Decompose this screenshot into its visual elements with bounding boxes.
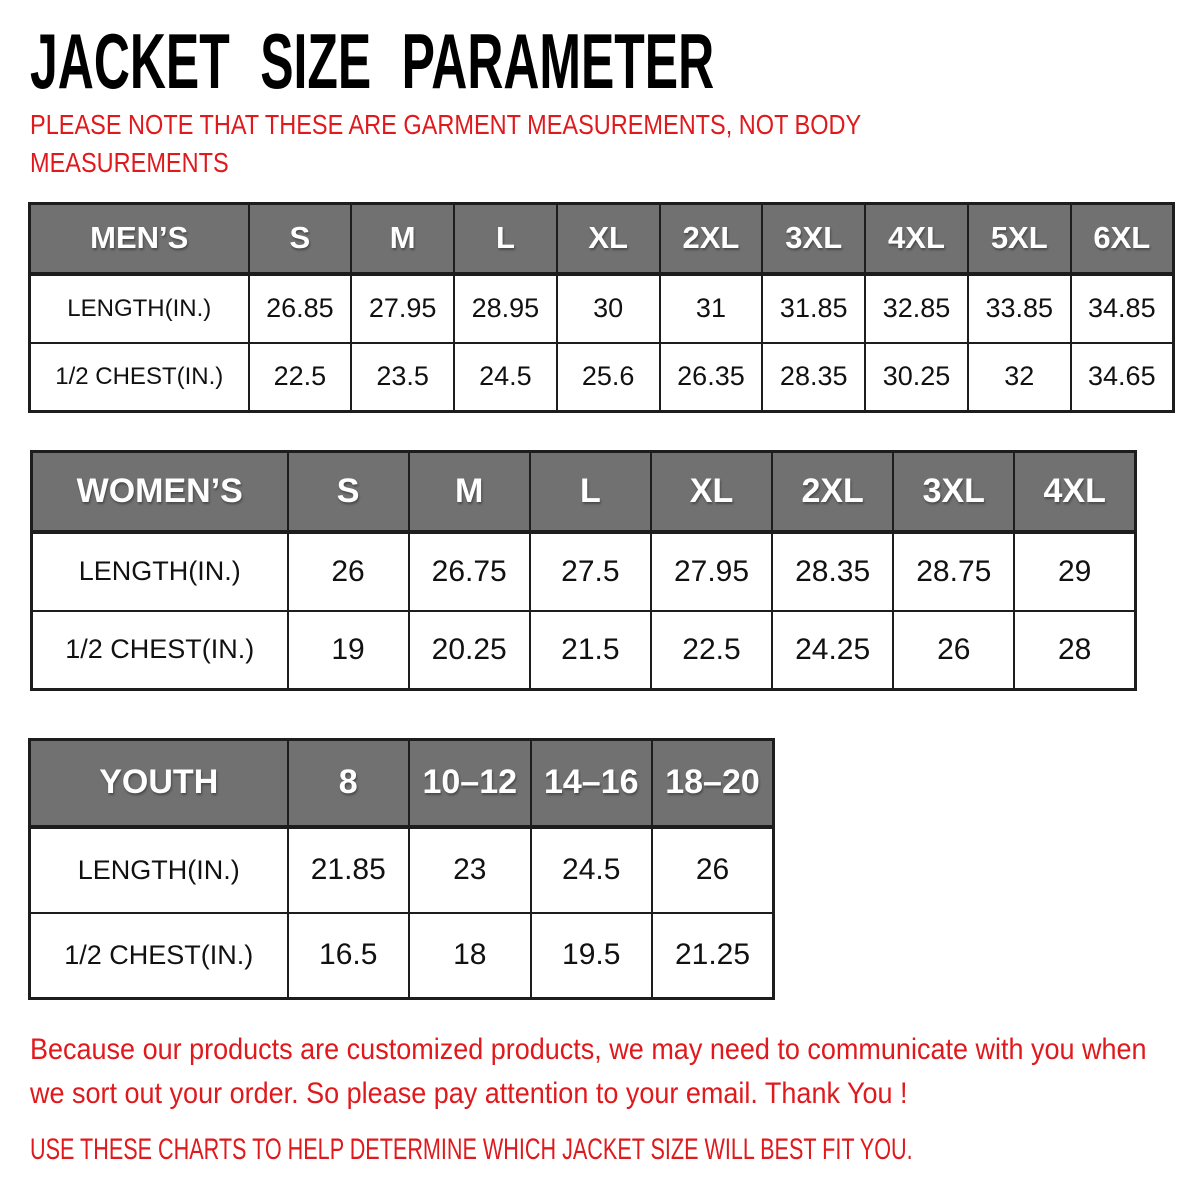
womens-size-table xyxy=(30,450,1137,691)
measurement-value-cell: 26 xyxy=(893,611,1014,690)
womens-chest-row xyxy=(32,611,1136,690)
size-column-header: L xyxy=(454,204,557,274)
measurement-value-cell: 32 xyxy=(968,343,1071,412)
measurement-value-cell: 25.6 xyxy=(557,343,660,412)
row-label-cell: 1/2 CHEST(IN.) xyxy=(32,611,288,690)
mens-header-row xyxy=(30,204,1174,274)
youth-header-row xyxy=(30,740,774,827)
measurement-value-cell: 26 xyxy=(652,827,774,913)
size-column-header: 4XL xyxy=(1014,452,1135,532)
size-column-header: XL xyxy=(651,452,772,532)
measurement-value-cell: 23 xyxy=(409,827,531,913)
row-label-cell: LENGTH(IN.) xyxy=(30,274,249,343)
size-column-header: 3XL xyxy=(893,452,1014,532)
measurement-value-cell: 28.35 xyxy=(772,532,893,611)
measurement-value-cell: 19 xyxy=(288,611,409,690)
measurement-value-cell: 29 xyxy=(1014,532,1135,611)
measurement-value-cell: 21.25 xyxy=(652,913,774,999)
measurement-value-cell: 27.5 xyxy=(530,532,651,611)
womens-header-row xyxy=(32,452,1136,532)
youth-chest-row xyxy=(30,913,774,999)
measurement-value-cell: 16.5 xyxy=(288,913,410,999)
size-column-header: 8 xyxy=(288,740,410,827)
size-column-header: 10–12 xyxy=(409,740,531,827)
measurement-value-cell: 21.85 xyxy=(288,827,410,913)
measurement-value-cell: 18 xyxy=(409,913,531,999)
size-column-header: 4XL xyxy=(865,204,968,274)
measurement-value-cell: 27.95 xyxy=(351,274,454,343)
size-column-header: 14–16 xyxy=(531,740,653,827)
size-column-header: S xyxy=(249,204,352,274)
measurement-value-cell: 26.85 xyxy=(249,274,352,343)
measurement-value-cell: 22.5 xyxy=(651,611,772,690)
measurement-value-cell: 20.25 xyxy=(409,611,530,690)
measurement-value-cell: 28.95 xyxy=(454,274,557,343)
row-label-cell: 1/2 CHEST(IN.) xyxy=(30,913,288,999)
mens-table-title-cell: MEN’S xyxy=(30,204,249,274)
row-label-cell: LENGTH(IN.) xyxy=(32,532,288,611)
custom-order-note: Because our products are customized products, we may need to communicate with you when we sort out your order. So please pay attention to your email. Thank You ! xyxy=(30,1033,1147,1110)
measurement-value-cell: 31.85 xyxy=(762,274,865,343)
mens-length-row xyxy=(30,274,1174,343)
size-column-header: L xyxy=(530,452,651,532)
mens-chest-row xyxy=(30,343,1174,412)
size-column-header: 6XL xyxy=(1071,204,1174,274)
measurement-value-cell: 30 xyxy=(557,274,660,343)
measurement-value-cell: 28.75 xyxy=(893,532,1014,611)
row-label-cell: LENGTH(IN.) xyxy=(30,827,288,913)
measurement-value-cell: 21.5 xyxy=(530,611,651,690)
size-column-header: M xyxy=(351,204,454,274)
size-column-header: M xyxy=(409,452,530,532)
chart-usage-note: USE THESE CHARTS TO HELP DETERMINE WHICH JACKET SIZE WILL BEST FIT YOU. xyxy=(30,1133,913,1166)
measurement-value-cell: 24.5 xyxy=(531,827,653,913)
measurement-value-cell: 30.25 xyxy=(865,343,968,412)
measurement-value-cell: 19.5 xyxy=(531,913,653,999)
measurement-value-cell: 34.65 xyxy=(1071,343,1174,412)
measurement-value-cell: 26 xyxy=(288,532,409,611)
measurement-value-cell: 31 xyxy=(660,274,763,343)
measurement-value-cell: 27.95 xyxy=(651,532,772,611)
measurement-value-cell: 26.75 xyxy=(409,532,530,611)
womens-table-title-cell: WOMEN’S xyxy=(32,452,288,532)
measurement-value-cell: 34.85 xyxy=(1071,274,1174,343)
measurement-value-cell: 28.35 xyxy=(762,343,865,412)
youth-size-table xyxy=(28,738,775,1000)
page-title: JACKET SIZE PARAMETER xyxy=(30,17,715,105)
measurement-value-cell: 32.85 xyxy=(865,274,968,343)
row-label-cell: 1/2 CHEST(IN.) xyxy=(30,343,249,412)
youth-table-title-cell: YOUTH xyxy=(30,740,288,827)
womens-length-row xyxy=(32,532,1136,611)
youth-length-row xyxy=(30,827,774,913)
size-column-header: S xyxy=(288,452,409,532)
measurement-value-cell: 24.25 xyxy=(772,611,893,690)
measurement-value-cell: 26.35 xyxy=(660,343,763,412)
mens-size-table xyxy=(28,202,1175,413)
size-column-header: 2XL xyxy=(772,452,893,532)
measurement-value-cell: 23.5 xyxy=(351,343,454,412)
measurement-value-cell: 33.85 xyxy=(968,274,1071,343)
size-column-header: 2XL xyxy=(660,204,763,274)
size-column-header: XL xyxy=(557,204,660,274)
size-column-header: 3XL xyxy=(762,204,865,274)
size-column-header: 18–20 xyxy=(652,740,774,827)
garment-measurement-note: PLEASE NOTE THAT THESE ARE GARMENT MEASUREMENTS, NOT BODY MEASUREMENTS xyxy=(30,109,861,178)
measurement-value-cell: 22.5 xyxy=(249,343,352,412)
measurement-value-cell: 24.5 xyxy=(454,343,557,412)
measurement-value-cell: 28 xyxy=(1014,611,1135,690)
size-column-header: 5XL xyxy=(968,204,1071,274)
